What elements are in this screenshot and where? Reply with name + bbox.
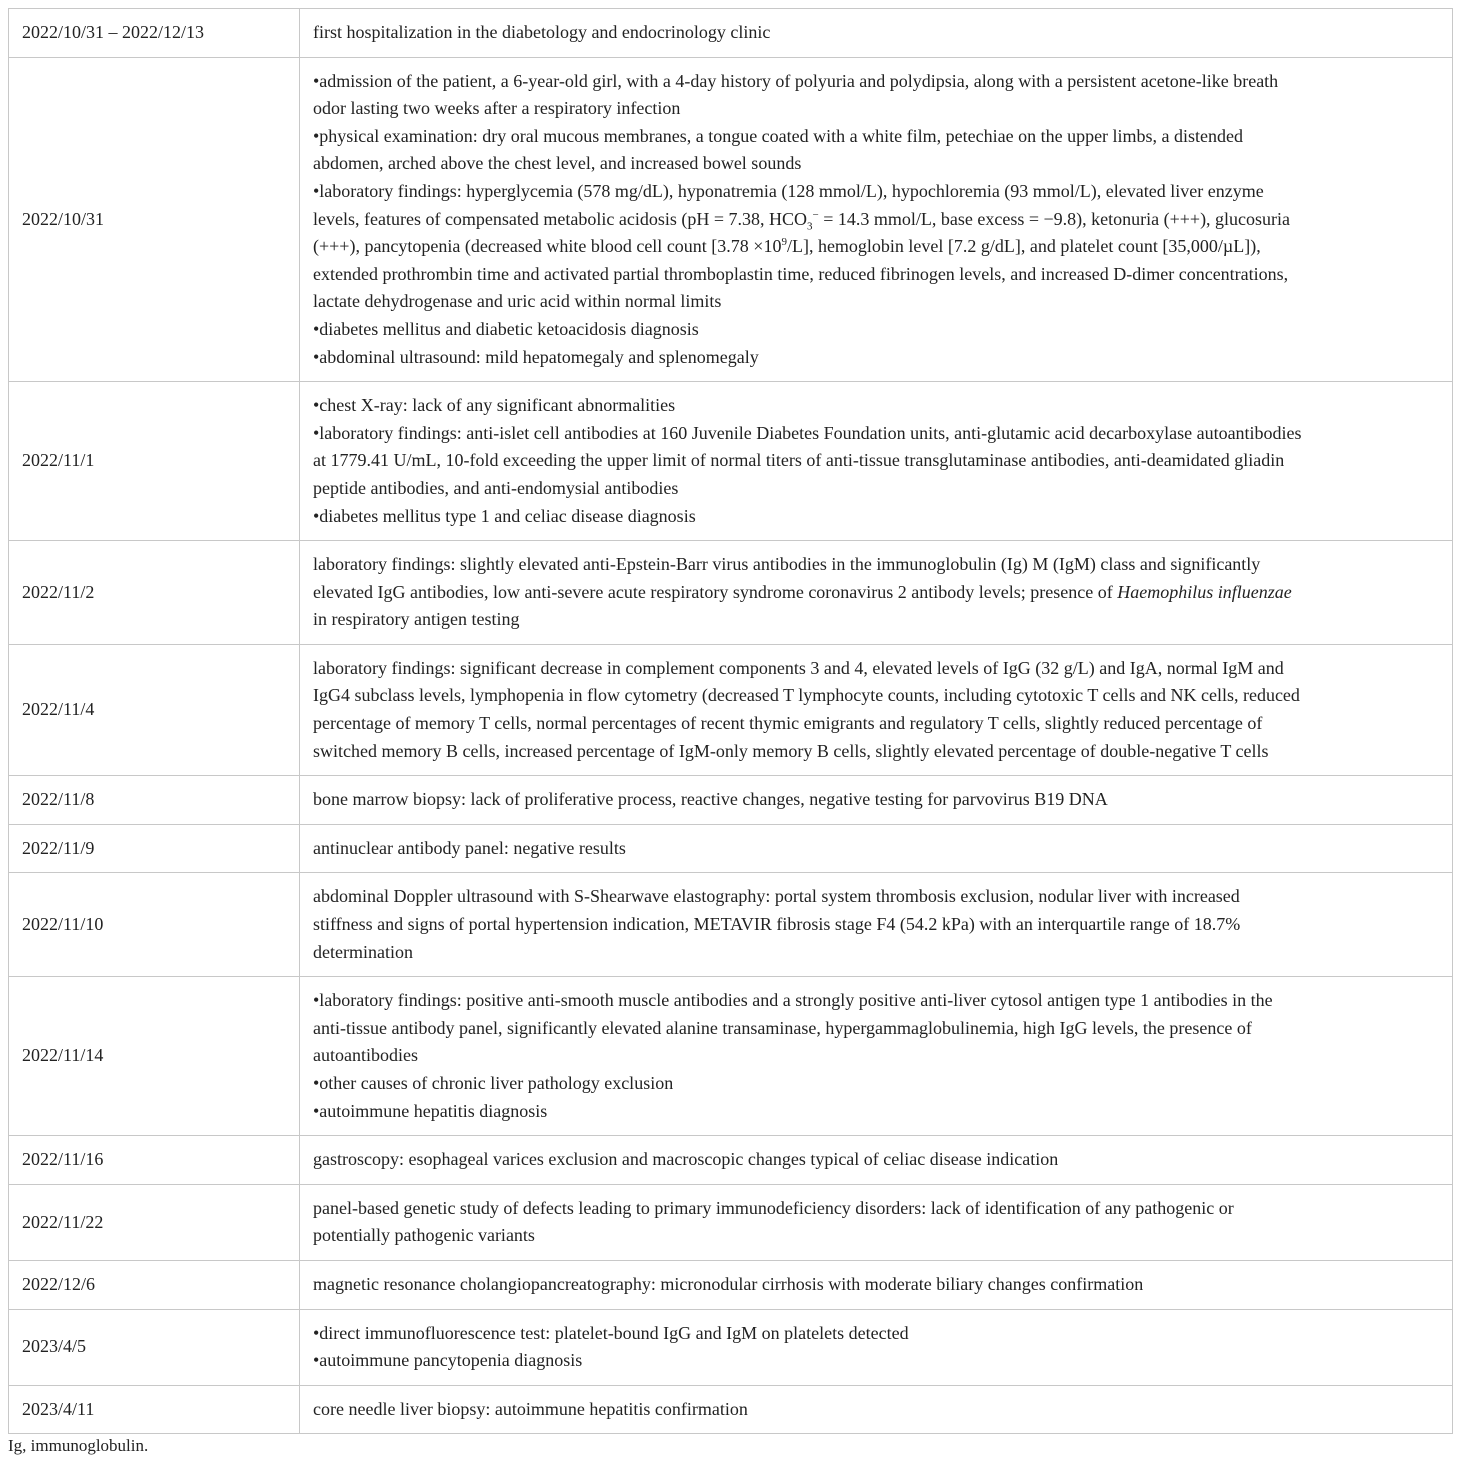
date-cell: 2022/10/31 (9, 57, 300, 382)
event-line (313, 786, 1439, 814)
event-line (313, 682, 1439, 710)
text-segment: /L], hemoglobin level [7.2 g/dL], and platelet count [35,000/µL]), (786, 236, 1261, 257)
event-line (313, 206, 1439, 234)
table-row (9, 776, 1453, 825)
text-segment: •autoimmune hepatitis diagnosis (313, 1100, 548, 1121)
text-segment: lactate dehydrogenase and uric acid within normal limits (313, 291, 722, 312)
text-segment: peptide antibodies, and anti-endomysial antibodies (313, 477, 679, 498)
text-segment: switched memory B cells, increased percentage of IgM-only memory B cells, slightly elevated percentage of double-negative T cells (313, 740, 1269, 761)
text-segment: extended prothrombin time and activated partial thromboplastin time, reduced fibrinogen levels, and increased D-dimer concentrations, (313, 263, 1289, 284)
event-line (313, 1396, 1439, 1424)
text-segment: •laboratory findings: anti-islet cell antibodies at 160 Juvenile Diabetes Foundation units, anti-glutamic acid decarboxylase autoantibodies (313, 422, 1302, 443)
text-segment: antinuclear antibody panel: negative results (313, 837, 626, 858)
table-row (9, 9, 1453, 58)
event-line (313, 233, 1439, 261)
text-segment: = 14.3 mmol/L, base excess = −9.8), ketonuria (+++), glucosuria (818, 208, 1291, 229)
table-row (9, 824, 1453, 873)
event-cell (300, 977, 1453, 1136)
date-cell: 2022/11/4 (9, 644, 300, 775)
event-line (313, 1347, 1439, 1375)
event-line (313, 503, 1439, 531)
text-segment: elevated IgG antibodies, low anti-severe acute respiratory syndrome coronavirus 2 antibody levels; presence of (313, 581, 1118, 602)
event-line (313, 911, 1439, 939)
event-line (313, 392, 1439, 420)
table-footnote: Ig, immunoglobulin. (8, 1436, 149, 1455)
text-segment: •chest X-ray: lack of any significant abnormalities (313, 395, 676, 416)
text-segment: stiffness and signs of portal hypertension indication, METAVIR fibrosis stage F4 (54.2 kPa) with an interquartile range of 18.7% (313, 914, 1241, 935)
text-segment: in respiratory antigen testing (313, 609, 520, 630)
text-segment: odor lasting two weeks after a respiratory infection (313, 98, 681, 119)
text-segment: − (812, 208, 819, 221)
event-line (313, 1195, 1439, 1223)
event-line (313, 1320, 1439, 1348)
text-segment: •admission of the patient, a 6-year-old girl, with a 4-day history of polyuria and polydipsia, along with a persistent acetone-like breath (313, 70, 1279, 91)
event-line (313, 1015, 1439, 1043)
text-segment: •autoimmune pancytopenia diagnosis (313, 1350, 583, 1371)
date-cell: 2022/11/14 (9, 977, 300, 1136)
text-segment: autoantibodies (313, 1045, 418, 1066)
event-line (313, 344, 1439, 372)
event-cell (300, 9, 1453, 58)
event-line (313, 1271, 1439, 1299)
event-line (313, 178, 1439, 206)
text-segment: first hospitalization in the diabetology and endocrinology clinic (313, 22, 771, 42)
event-cell (300, 824, 1453, 873)
date-cell: 2022/11/10 (9, 873, 300, 977)
text-segment: laboratory findings: slightly elevated anti-Epstein-Barr virus antibodies in the immunoglobulin (Ig) M (IgM) class and significantly (313, 554, 1261, 575)
text-segment: laboratory findings: significant decrease in complement components 3 and 4, elevated levels of IgG (32 g/L) and IgA, normal IgM and (313, 657, 1284, 678)
date-cell: 2022/11/9 (9, 824, 300, 873)
date-cell: 2022/11/8 (9, 776, 300, 825)
text-segment: determination (313, 941, 413, 962)
event-line (313, 475, 1439, 503)
event-line (313, 261, 1439, 289)
event-cell (300, 1309, 1453, 1385)
table-row (9, 541, 1453, 645)
text-segment: percentage of memory T cells, normal percentages of recent thymic emigrants and regulatory T cells, slightly reduced percentage of (313, 713, 1263, 734)
event-cell (300, 382, 1453, 541)
text-segment: potentially pathogenic variants (313, 1225, 535, 1246)
text-segment: •laboratory findings: positive anti-smooth muscle antibodies and a strongly positive anti-liver cytosol antigen type 1 antibodies in the (313, 990, 1273, 1011)
date-cell: 2022/11/22 (9, 1184, 300, 1260)
event-line (313, 95, 1439, 123)
event-line (313, 710, 1439, 738)
text-segment: •diabetes mellitus type 1 and celiac disease diagnosis (313, 505, 696, 526)
text-segment: •physical examination: dry oral mucous membranes, a tongue coated with a white film, petechiae on the upper limbs, a distended (313, 125, 1244, 146)
event-line (313, 447, 1439, 475)
event-cell (300, 1385, 1453, 1434)
text-segment: magnetic resonance cholangiopancreatography: micronodular cirrhosis with moderate biliary changes confirmation (313, 1273, 1144, 1294)
date-cell: 2022/12/6 (9, 1260, 300, 1309)
event-line (313, 579, 1439, 607)
date-cell: 2023/4/5 (9, 1309, 300, 1385)
table-row (9, 1136, 1453, 1185)
table-row (9, 382, 1453, 541)
event-cell (300, 57, 1453, 382)
event-line (313, 606, 1439, 634)
date-cell: 2022/11/1 (9, 382, 300, 541)
event-cell (300, 776, 1453, 825)
event-cell (300, 1184, 1453, 1260)
event-line (313, 150, 1439, 178)
table-row (9, 1309, 1453, 1385)
event-line (313, 1146, 1439, 1174)
event-line (313, 835, 1439, 863)
event-line (313, 1098, 1439, 1126)
text-segment: levels, features of compensated metabolic acidosis (pH = 7.38, HCO (313, 208, 808, 229)
event-line (313, 1222, 1439, 1250)
text-segment: 9 (781, 236, 787, 249)
event-line (313, 883, 1439, 911)
event-line (313, 987, 1439, 1015)
text-segment: bone marrow biopsy: lack of proliferative process, reactive changes, negative testing for parvovirus B19 DNA (313, 789, 1108, 810)
table-row (9, 873, 1453, 977)
date-cell: 2023/4/11 (9, 1385, 300, 1434)
text-segment: •other causes of chronic liver pathology exclusion (313, 1073, 674, 1093)
event-line (313, 551, 1439, 579)
event-line (313, 68, 1439, 96)
event-line (313, 316, 1439, 344)
text-segment: abdomen, arched above the chest level, and increased bowel sounds (313, 153, 802, 174)
event-line (313, 19, 1439, 47)
event-line (313, 1042, 1439, 1070)
text-segment: gastroscopy: esophageal varices exclusion and macroscopic changes typical of celiac disease indication (313, 1149, 1059, 1170)
event-line (313, 655, 1439, 683)
date-cell: 2022/11/16 (9, 1136, 300, 1185)
date-cell: 2022/10/31 – 2022/12/13 (9, 9, 300, 58)
timeline-table (8, 8, 1453, 1434)
event-line (313, 420, 1439, 448)
text-segment: core needle liver biopsy: autoimmune hepatitis confirmation (313, 1398, 748, 1419)
table-row (9, 644, 1453, 775)
text-segment: •laboratory findings: hyperglycemia (578 mg/dL), hyponatremia (128 mmol/L), hypochloremia (93 mmol/L), elevated liver enzyme (313, 180, 1264, 201)
event-line (313, 1070, 1439, 1098)
event-cell (300, 1260, 1453, 1309)
event-cell (300, 873, 1453, 977)
text-segment: Haemophilus influenzae (1117, 581, 1292, 602)
event-line (313, 288, 1439, 316)
text-segment: anti-tissue antibody panel, significantly elevated alanine transaminase, hypergammaglobulinemia, high IgG levels, the presence of (313, 1017, 1252, 1038)
text-segment: •diabetes mellitus and diabetic ketoacidosis diagnosis (313, 318, 699, 339)
date-cell: 2022/11/2 (9, 541, 300, 645)
table-row (9, 1260, 1453, 1309)
text-segment: panel-based genetic study of defects leading to primary immunodeficiency disorders: lack of identification of any pathogenic or (313, 1197, 1234, 1218)
text-segment: (+++), pancytopenia (decreased white blood cell count [3.78 ×10 (313, 236, 782, 257)
text-segment: •abdominal ultrasound: mild hepatomegaly and splenomegaly (313, 346, 759, 367)
table-row (9, 57, 1453, 382)
text-segment: IgG4 subclass levels, lymphopenia in flow cytometry (decreased T lymphocyte counts, including cytotoxic T cells and NK cells, reduced (313, 685, 1300, 706)
text-segment: abdominal Doppler ultrasound with S-Shearwave elastography: portal system thrombosis exclusion, nodular liver with increased (313, 886, 1240, 907)
table-row (9, 1385, 1453, 1434)
event-cell (300, 541, 1453, 645)
event-line (313, 123, 1439, 151)
event-cell (300, 1136, 1453, 1185)
text-segment: •direct immunofluorescence test: platelet-bound IgG and IgM on platelets detected (313, 1322, 909, 1343)
table-row (9, 1184, 1453, 1260)
table-row (9, 977, 1453, 1136)
text-segment: at 1779.41 U/mL, 10-fold exceeding the upper limit of normal titers of anti-tissue transglutaminase antibodies, anti-deamidated gliadin (313, 450, 1285, 471)
event-line (313, 738, 1439, 766)
event-cell (300, 644, 1453, 775)
event-line (313, 939, 1439, 967)
text-segment: 3 (807, 220, 813, 233)
